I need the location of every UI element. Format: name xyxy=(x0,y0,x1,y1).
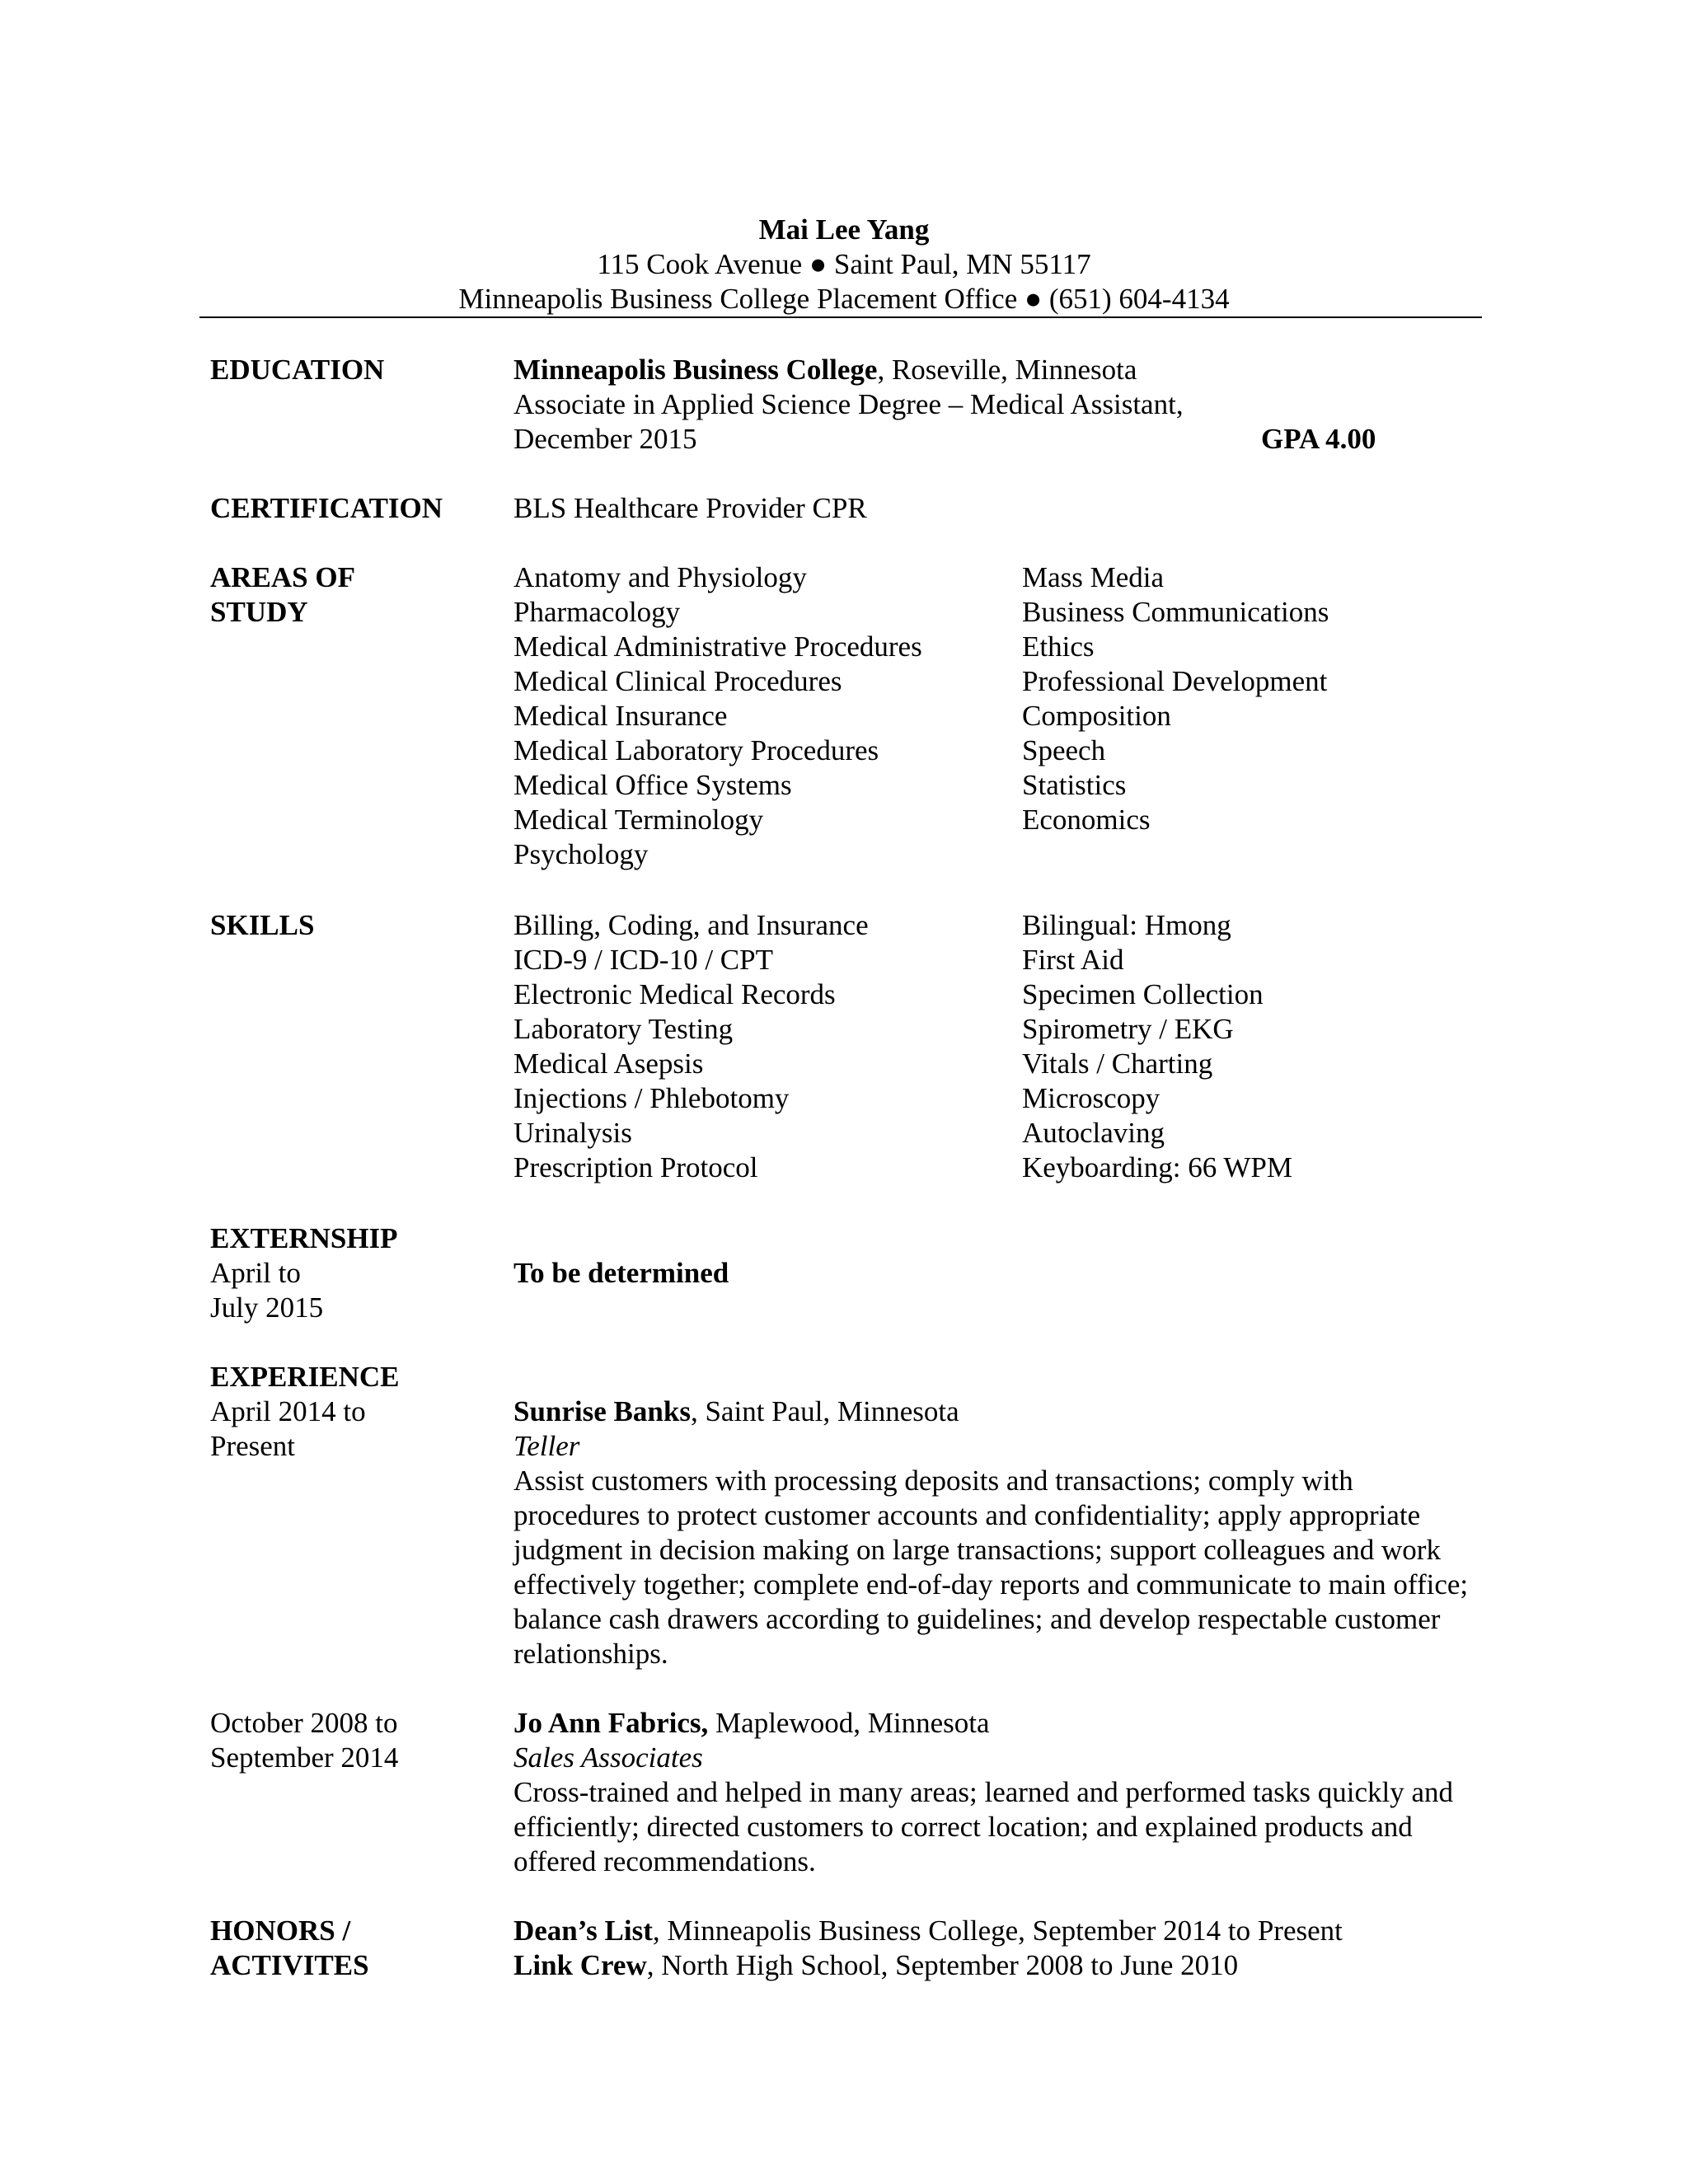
honors-label-line2: ACTIVITES xyxy=(210,1949,369,1981)
externship-date-line2: July 2015 xyxy=(210,1291,324,1324)
areas-col2 xyxy=(1022,560,1329,837)
list-item: Keyboarding: 66 WPM xyxy=(1022,1151,1292,1183)
honors-label-line1: HONORS / xyxy=(210,1915,351,1947)
job-employer: Sunrise Banks xyxy=(513,1395,691,1427)
education-date: December 2015 xyxy=(513,423,697,455)
job-1-dates xyxy=(210,1394,366,1464)
list-item: Billing, Coding, and Insurance xyxy=(513,909,869,941)
job-2-description: Cross-trained and helped in many areas; learned and performed tasks quickly and efficiently; directed customers to correct location; and explained products and offered recommendations. xyxy=(513,1776,1454,1877)
externship-label: EXTERNSHIP xyxy=(210,1222,398,1254)
job-2-title: Sales Associates xyxy=(513,1741,703,1774)
list-item: Specimen Collection xyxy=(1022,978,1264,1010)
job-employer: Jo Ann Fabrics, xyxy=(513,1707,709,1739)
list-item: Medical Laboratory Procedures xyxy=(513,734,879,766)
honor-item xyxy=(513,1914,1343,1948)
education-gpa: GPA 4.00 xyxy=(1261,423,1376,455)
externship-date-line1: April to xyxy=(210,1257,301,1289)
list-item: Electronic Medical Records xyxy=(513,978,836,1010)
list-item: Medical Insurance xyxy=(513,700,728,732)
education-degree: Associate in Applied Science Degree – Medical Assistant, xyxy=(513,388,1184,420)
honor-detail: , North High School, September 2008 to June 2010 xyxy=(646,1949,1239,1981)
list-item: Professional Development xyxy=(1022,665,1328,697)
honors-label xyxy=(210,1914,369,1983)
honor-name: Link Crew xyxy=(513,1949,647,1981)
skills-col2 xyxy=(1022,908,1292,1185)
list-item: Anatomy and Physiology xyxy=(513,561,807,593)
education-label: EDUCATION xyxy=(210,354,385,386)
job-date-line1: April 2014 to xyxy=(210,1395,366,1427)
list-item: Psychology xyxy=(513,838,649,870)
job-1-employer-line xyxy=(513,1394,959,1429)
honor-detail: , Minneapolis Business College, September 2014 to Present xyxy=(652,1915,1343,1947)
skills-label: SKILLS xyxy=(210,909,315,941)
job-1-description: Assist customers with processing deposits and transactions; comply with procedures to protect customer accounts and confidentiality; apply appropriate judgment in decision making on large transactions; support colleagues and work effectively together; complete end-of-day reports and communicate to main office; balance cash drawers according to guidelines; and develop respectable customer relationships. xyxy=(513,1465,1469,1670)
candidate-address: 115 Cook Avenue ● Saint Paul, MN 55117 xyxy=(597,248,1091,280)
education-school: Minneapolis Business College xyxy=(513,354,878,386)
list-item: Business Communications xyxy=(1022,596,1329,628)
list-item: Speech xyxy=(1022,734,1106,766)
list-item: Economics xyxy=(1022,804,1151,836)
list-item: First Aid xyxy=(1022,944,1124,976)
list-item: Laboratory Testing xyxy=(513,1013,734,1045)
list-item: Medical Terminology xyxy=(513,804,764,836)
list-item: Autoclaving xyxy=(1022,1117,1165,1149)
resume-header xyxy=(0,213,1688,316)
list-item: Spirometry / EKG xyxy=(1022,1013,1234,1045)
list-item: Composition xyxy=(1022,700,1171,732)
list-item: Medical Administrative Procedures xyxy=(513,630,922,663)
job-location: , Saint Paul, Minnesota xyxy=(690,1395,959,1427)
areas-label-line1: AREAS OF xyxy=(210,561,355,593)
list-item: Injections / Phlebotomy xyxy=(513,1082,790,1114)
list-item: Statistics xyxy=(1022,769,1127,801)
list-item: Pharmacology xyxy=(513,596,681,628)
list-item: Prescription Protocol xyxy=(513,1151,758,1183)
list-item: Medical Office Systems xyxy=(513,769,792,801)
list-item: Bilingual: Hmong xyxy=(1022,909,1231,941)
list-item: Vitals / Charting xyxy=(1022,1047,1213,1080)
job-1-title: Teller xyxy=(513,1430,580,1462)
job-2-dates xyxy=(210,1706,398,1775)
candidate-contact: Minneapolis Business College Placement Office ● (651) 604-4134 xyxy=(458,283,1230,315)
skills-col1 xyxy=(513,908,869,1185)
certification-value: BLS Healthcare Provider CPR xyxy=(513,492,867,524)
job-date-line2: Present xyxy=(210,1430,296,1462)
externship-dates xyxy=(210,1256,323,1325)
list-item: ICD-9 / ICD-10 / CPT xyxy=(513,944,773,976)
experience-label: EXPERIENCE xyxy=(210,1361,400,1393)
list-item: Microscopy xyxy=(1022,1082,1160,1114)
education-school-line xyxy=(513,353,1137,387)
education-school-location: , Roseville, Minnesota xyxy=(877,354,1137,386)
externship-value: To be determined xyxy=(513,1257,729,1289)
job-2-employer-line xyxy=(513,1706,990,1741)
certification-label: CERTIFICATION xyxy=(210,492,443,524)
header-divider xyxy=(199,316,1482,318)
candidate-name: Mai Lee Yang xyxy=(758,213,930,246)
honor-item xyxy=(513,1948,1238,1983)
list-item: Medical Asepsis xyxy=(513,1047,704,1080)
list-item: Ethics xyxy=(1022,630,1095,663)
honor-name: Dean’s List xyxy=(513,1915,653,1947)
list-item: Urinalysis xyxy=(513,1117,632,1149)
list-item: Mass Media xyxy=(1022,561,1165,593)
areas-label xyxy=(210,560,355,630)
areas-col1 xyxy=(513,560,922,872)
job-date-line2: September 2014 xyxy=(210,1741,399,1774)
job-date-line1: October 2008 to xyxy=(210,1707,398,1739)
list-item: Medical Clinical Procedures xyxy=(513,665,842,697)
job-location: Maplewood, Minnesota xyxy=(708,1707,990,1739)
areas-label-line2: STUDY xyxy=(210,596,308,628)
